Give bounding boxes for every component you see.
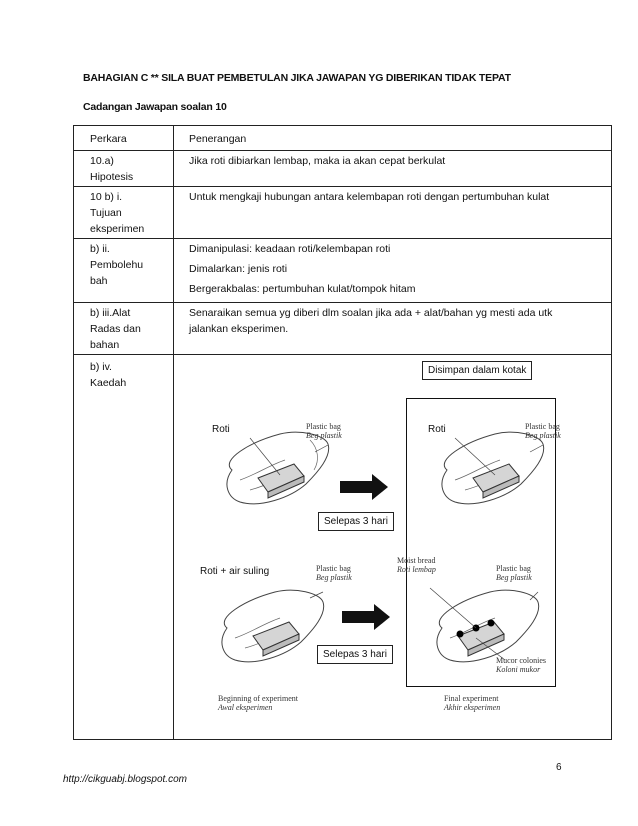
selepas-3-hari-label: Selepas 3 hari [317, 645, 393, 664]
table-row [74, 302, 611, 355]
row-label-line: Radas dan [90, 323, 141, 335]
row-label-line: b) ii. [90, 243, 110, 255]
roti-air-suling-label: Roti + air suling [200, 566, 270, 577]
footer-url[interactable]: http://cikguabj.blogspot.com [63, 774, 187, 785]
row-label-line: bah [90, 275, 108, 287]
table-row [74, 238, 611, 303]
row-label-line: eksperimen [90, 223, 145, 235]
selepas-3-hari-label: Selepas 3 hari [318, 512, 394, 531]
roti-label: Roti [212, 424, 230, 435]
table-row [74, 150, 611, 187]
row-label-line: Kaedah [90, 377, 127, 389]
header-perkara: Perkara [90, 133, 127, 145]
box-label: Disimpan dalam kotak [422, 361, 532, 380]
header-penerangan: Penerangan [189, 133, 247, 145]
row-label-line: Pembolehu [90, 259, 144, 271]
table-row [74, 186, 611, 239]
moist-bread-bag-illustration [205, 578, 335, 678]
row-text: jalankan eksperimen. [189, 323, 289, 335]
mucor-colonies-caption: Mucor colonies Koloni mukor [496, 656, 546, 674]
page-number: 6 [556, 762, 562, 773]
row-label-line: Hipotesis [90, 171, 134, 183]
roti-label: Roti [428, 424, 446, 435]
moist-bread-caption: Moist bread Roti lembap [397, 556, 436, 574]
row-label-line: bahan [90, 339, 120, 351]
answer-subheading: Cadangan Jawapan soalan 10 [83, 101, 227, 113]
plastic-bag-caption: Plastic bag Beg plastik [496, 564, 532, 582]
right-arrow-icon [342, 604, 392, 630]
plastic-bag-caption: Plastic bag Beg plastik [316, 564, 352, 582]
section-heading: BAHAGIAN C ** SILA BUAT PEMBETULAN JIKA JAWAPAN YG DIBERIKAN TIDAK TEPAT [83, 72, 511, 84]
row-label-line: 10.a) [90, 155, 114, 167]
row-text: Untuk mengkaji hubungan antara kelembapan roti dengan pertumbuhan kulat [189, 191, 550, 203]
row-text: Senaraikan semua yg diberi dlm soalan jika ada + alat/bahan yg mesti ada utk [189, 307, 553, 319]
beginning-caption: Beginning of experiment Awal eksperimen [218, 694, 298, 712]
row-label-line: b) iii.Alat [90, 307, 131, 319]
row-label-line: b) iv. [90, 361, 112, 373]
row-text: Jika roti dibiarkan lembap, maka ia akan cepat berkulat [189, 155, 446, 167]
row-label-line: Tujuan [90, 207, 122, 219]
final-caption: Final experiment Akhir eksperimen [444, 694, 501, 712]
plastic-bag-caption: Plastic bag Beg plastik [306, 422, 342, 440]
row-label-line: 10 b) i. [90, 191, 123, 203]
row-text: Bergerakbalas: pertumbuhan kulat/tompok hitam [189, 283, 416, 295]
right-arrow-icon [340, 474, 390, 500]
table-header-row [74, 126, 611, 151]
row-text: Dimanipulasi: keadaan roti/kelembapan roti [189, 243, 391, 255]
row-text: Dimalarkan: jenis roti [189, 263, 288, 275]
plastic-bag-caption: Plastic bag Beg plastik [525, 422, 561, 440]
